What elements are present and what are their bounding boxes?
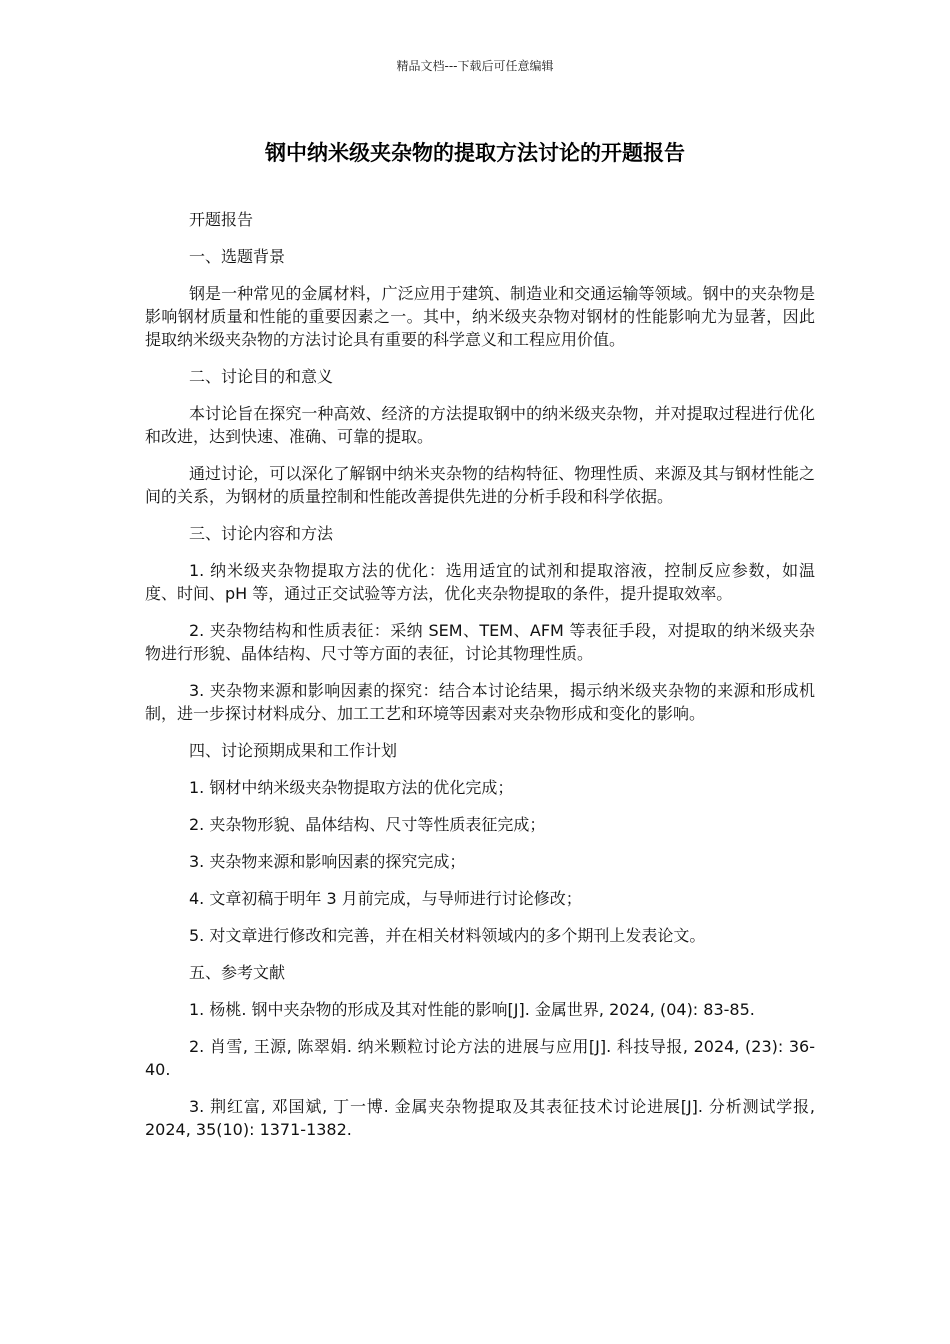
section-heading-content: 三、讨论内容和方法 (189, 524, 334, 543)
section-heading-background: 一、选题背景 (189, 247, 286, 266)
page-header: 精品文档---下载后可任意编辑 (396, 59, 554, 73)
plan-item-1: 1. 钢材中纳米级夹杂物提取方法的优化完成； (189, 778, 514, 797)
document-body (145, 208, 815, 1155)
section-heading-purpose: 二、讨论目的和意义 (189, 367, 334, 386)
plan-item-4: 4. 文章初稿于明年 3 月前完成，与导师进行讨论修改； (189, 889, 582, 908)
report-label: 开题报告 (189, 210, 254, 229)
paragraph-purpose-2: 通过讨论，可以深化了解钢中纳米夹杂物的结构特征、物理性质、来源及其与钢材性能之间的关系，为钢材的质量控制和性能改善提供先进的分析手段和科学依据。 (145, 464, 815, 506)
plan-item-5: 5. 对文章进行修改和完善，并在相关材料领域内的多个期刊上发表论文。 (189, 926, 706, 945)
content-item-2: 2. 夹杂物结构和性质表征：采纳 SEM、TEM、AFM 等表征手段，对提取的纳米级夹杂物进行形貌、晶体结构、尺寸等方面的表征，讨论其物理性质。 (145, 621, 815, 663)
paragraph-purpose-1: 本讨论旨在探究一种高效、经济的方法提取钢中的纳米级夹杂物，并对提取过程进行优化和改进，达到快速、准确、可靠的提取。 (145, 404, 815, 446)
content-item-1: 1. 纳米级夹杂物提取方法的优化：选用适宜的试剂和提取溶液，控制反应参数，如温度、时间、pH 等，通过正交试验等方法，优化夹杂物提取的条件，提升提取效率。 (145, 561, 815, 603)
section-heading-plan: 四、讨论预期成果和工作计划 (189, 741, 398, 760)
plan-item-3: 3. 夹杂物来源和影响因素的探究完成； (189, 852, 466, 871)
document-title: 钢中纳米级夹杂物的提取方法讨论的开题报告 (265, 141, 685, 165)
reference-item-2: 2. 肖雪, 王源, 陈翠娟. 纳米颗粒讨论方法的进展与应用[J]. 科技导报, 2024, (23): 36-40. (145, 1037, 815, 1079)
reference-item-3: 3. 荆红富, 邓国斌, 丁一博. 金属夹杂物提取及其表征技术讨论进展[J]. 分析测试学报, 2024, 35(10): 1371-1382. (145, 1097, 815, 1139)
section-heading-references: 五、参考文献 (189, 963, 286, 982)
content-item-3: 3. 夹杂物来源和影响因素的探究：结合本讨论结果，揭示纳米级夹杂物的来源和形成机制，进一步探讨材料成分、加工工艺和环境等因素对夹杂物形成和变化的影响。 (145, 681, 815, 723)
plan-item-2: 2. 夹杂物形貌、晶体结构、尺寸等性质表征完成； (189, 815, 546, 834)
reference-item-1: 1. 杨桃. 钢中夹杂物的形成及其对性能的影响[J]. 金属世界, 2024, (04): 83-85. (189, 1000, 755, 1019)
paragraph-background: 钢是一种常见的金属材料，广泛应用于建筑、制造业和交通运输等领域。钢中的夹杂物是影响钢材质量和性能的重要因素之一。其中，纳米级夹杂物对钢材的性能影响尤为显著，因此提取纳米级夹杂物的方法讨论具有重要的科学意义和工程应用价值。 (145, 284, 815, 349)
